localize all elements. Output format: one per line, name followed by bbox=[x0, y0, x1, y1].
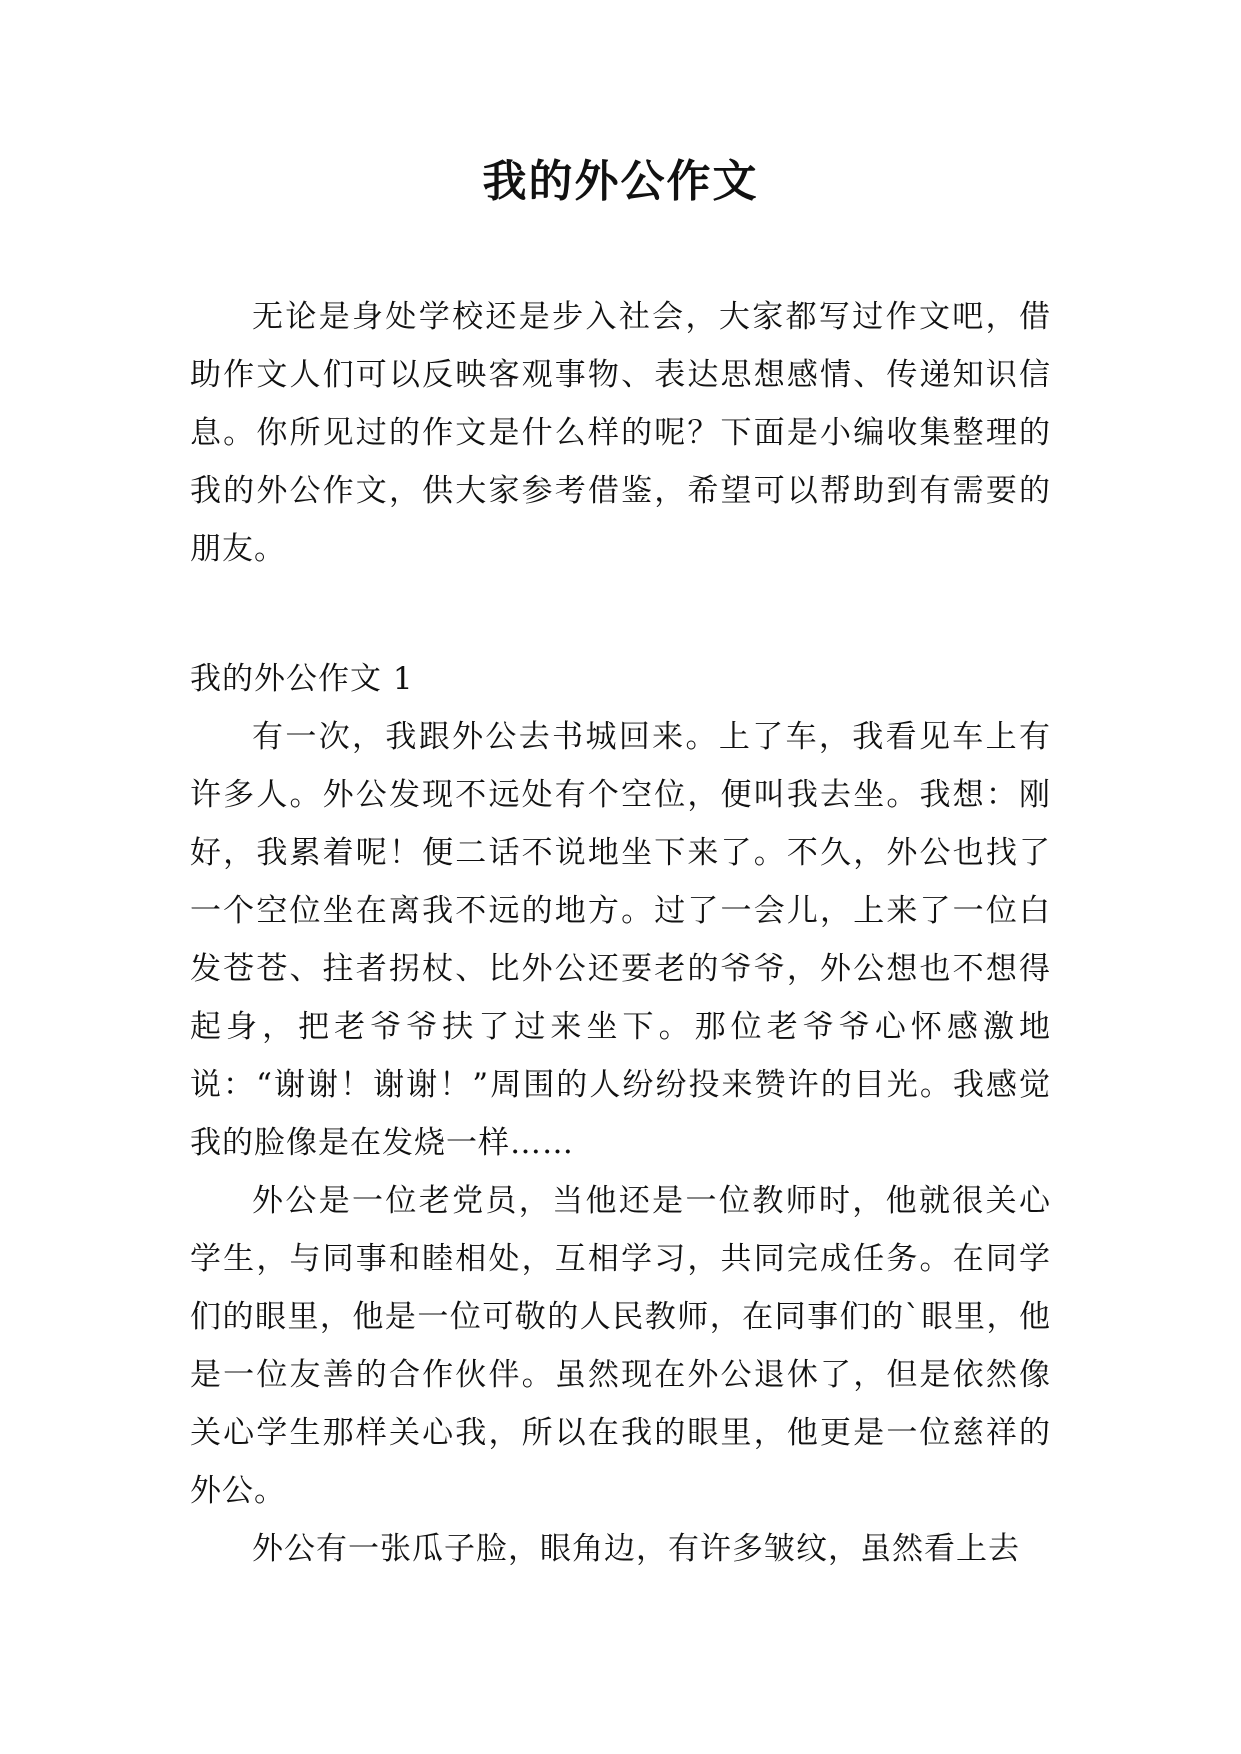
intro-paragraph: 无论是身处学校还是步入社会，大家都写过作文吧，借助作文人们可以反映客观事物、表达思想感情、传递知识信息。你所见过的作文是什么样的呢？下面是小编收集整理的我的外公作文，供大家参考借鉴，希望可以帮助到有需要的朋友。 bbox=[190, 299, 1051, 567]
section-heading: 我的外公作文 1 bbox=[190, 661, 414, 697]
body-paragraph-1: 有一次，我跟外公去书城回来。上了车，我看见车上有许多人。外公发现不远处有个空位，便叫我去坐。我想：刚好，我累着呢！便二话不说地坐下来了。不久，外公也找了一个空位坐在离我不远的地方。过了一会儿，上来了一位白发苍苍、拄者拐杖、比外公还要老的爷爷，外公想也不想得起身，把老爷爷扶了过来坐下。那位老爷爷心怀感激地说：“谢谢！谢谢！”周围的人纷纷投来赞许的目光。我感觉我的脸像是在发烧一样…… bbox=[190, 719, 1051, 1161]
body-paragraph-3: 外公有一张瓜子脸，眼角边，有许多皱纹，虽然看上去 bbox=[252, 1531, 1020, 1567]
body-paragraph-2: 外公是一位老党员，当他还是一位教师时，他就很关心学生，与同事和睦相处，互相学习，共同完成任务。在同学们的眼里，他是一位可敬的人民教师，在同事们的`眼里，他是一位友善的合作伙伴。虽然现在外公退休了，但是依然像关心学生那样关心我，所以在我的眼里，他更是一位慈祥的外公。 bbox=[190, 1183, 1051, 1509]
document-body bbox=[190, 288, 1051, 1578]
document-title: 我的外公作文 bbox=[482, 156, 759, 207]
